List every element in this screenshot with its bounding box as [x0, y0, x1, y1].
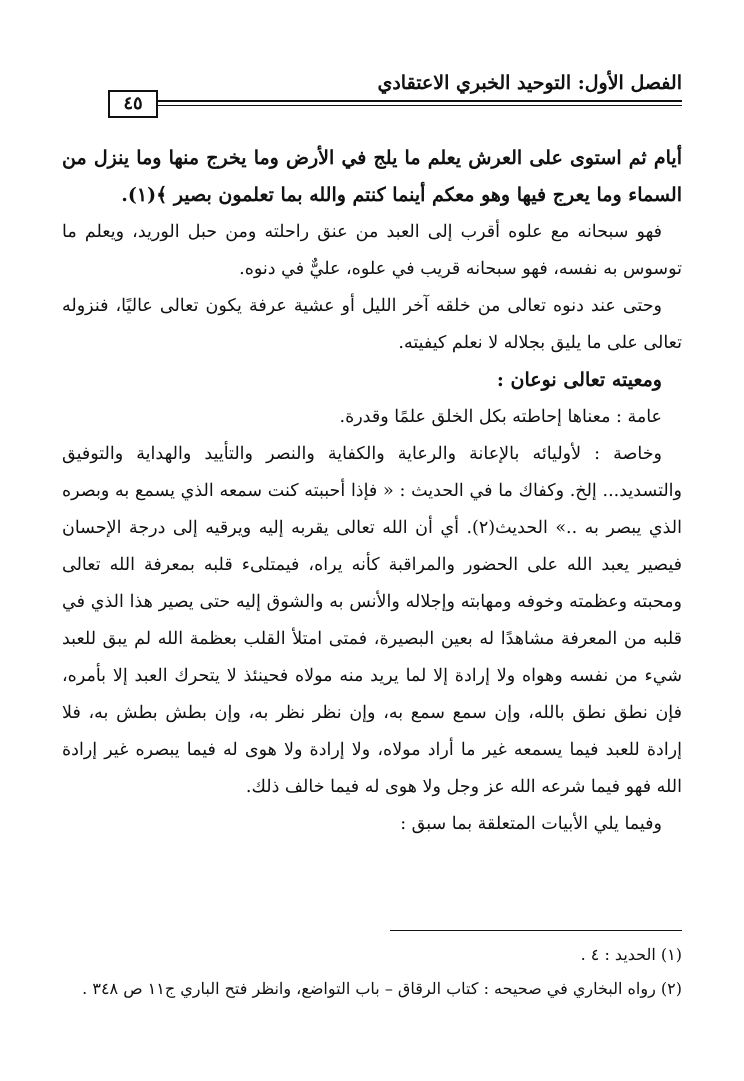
header-rule	[158, 100, 682, 102]
chapter-title: الفصل الأول: التوحيد الخبري الاعتقادي	[377, 72, 682, 94]
page-header	[108, 52, 682, 114]
paragraph: وفيما يلي الأبيات المتعلقة بما سبق :	[400, 814, 662, 834]
footnote: (٢) رواه البخاري في صحيحه : كتاب الرقاق – باب التواضع، وانظر فتح الباري ج١١ ص ٣٤٨ .	[82, 979, 682, 998]
main-text	[62, 140, 682, 843]
quran-verse-paragraph: أيام ثم استوى على العرش يعلم ما يلج في الأرض وما يخرج منها وما ينزل من السماء وما يعرج فيها وهو معكم أينما كنتم والله بما تعلمون بصير ﴾(١).	[62, 147, 682, 206]
paragraph: فهو سبحانه مع علوه أقرب إلى العبد من عنق راحلته ومن حبل الوريد، ويعلم ما توسوس به نفسه، فهو سبحانه قريب في علوه، عليٌّ في دنوه.	[62, 222, 682, 279]
paragraph: وخاصة : لأوليائه بالإعانة والرعاية والكفاية والنصر والتأييد والهداية والتوفيق والتسديد... إلخ. وكفاك ما في الحديث : « فإذا أحببته كنت سمعه الذي يسمع به وبصره الذي يبصر به ..» الحديث(٢). أي أن الله تعالى يقربه إليه ويرقيه إلى درجة الإحسان فيصير يعبد الله على الحضور والمراقبة كأنه يراه، فيمتلىء قلبه بمعرفة الله تعالى ومحبته وعظمته وخوفه ومهابته وإجلاله والأنس به والشوق إليه حتى يصير هذا الذي في قلبه من المعرفة مشاهدًا له بعين البصيرة، فمتى امتلأ القلب بعظمة الله لم يبق للعبد شيء من نفسه وهواه ولا إرادة إلا لما يريد منه مولاه فحينئذ لا يتحرك العبد إلا بأمره، فإن نطق نطق بالله، وإن سمع سمع به، وإن نظر نظر به، وإن بطش بطش به، فلا إرادة للعبد فيما يسمعه غير ما أراد مولاه، ولا إرادة ولا هوى له فيما يبصره غير إرادة الله فهو فيما شرعه الله عز وجل ولا هوى له فيما خالف ذلك.	[62, 444, 682, 797]
paragraph: عامة : معناها إحاطته بكل الخلق علمًا وقدرة.	[339, 407, 662, 427]
header-rule-thin	[158, 105, 682, 106]
page-number: ٤٥	[108, 90, 158, 118]
footnotes	[62, 938, 682, 1006]
section-heading: ومعيته تعالى نوعان :	[496, 369, 662, 391]
paragraph: وحتى عند دنوه تعالى من خلقه آخر الليل أو عشية عرفة يكون تعالى عاليًا، فنزوله تعالى على ما يليق بجلاله لا نعلم كيفيته.	[62, 296, 682, 353]
footnote-separator	[390, 930, 682, 931]
footnote: (١) الحديد : ٤ .	[580, 945, 682, 964]
